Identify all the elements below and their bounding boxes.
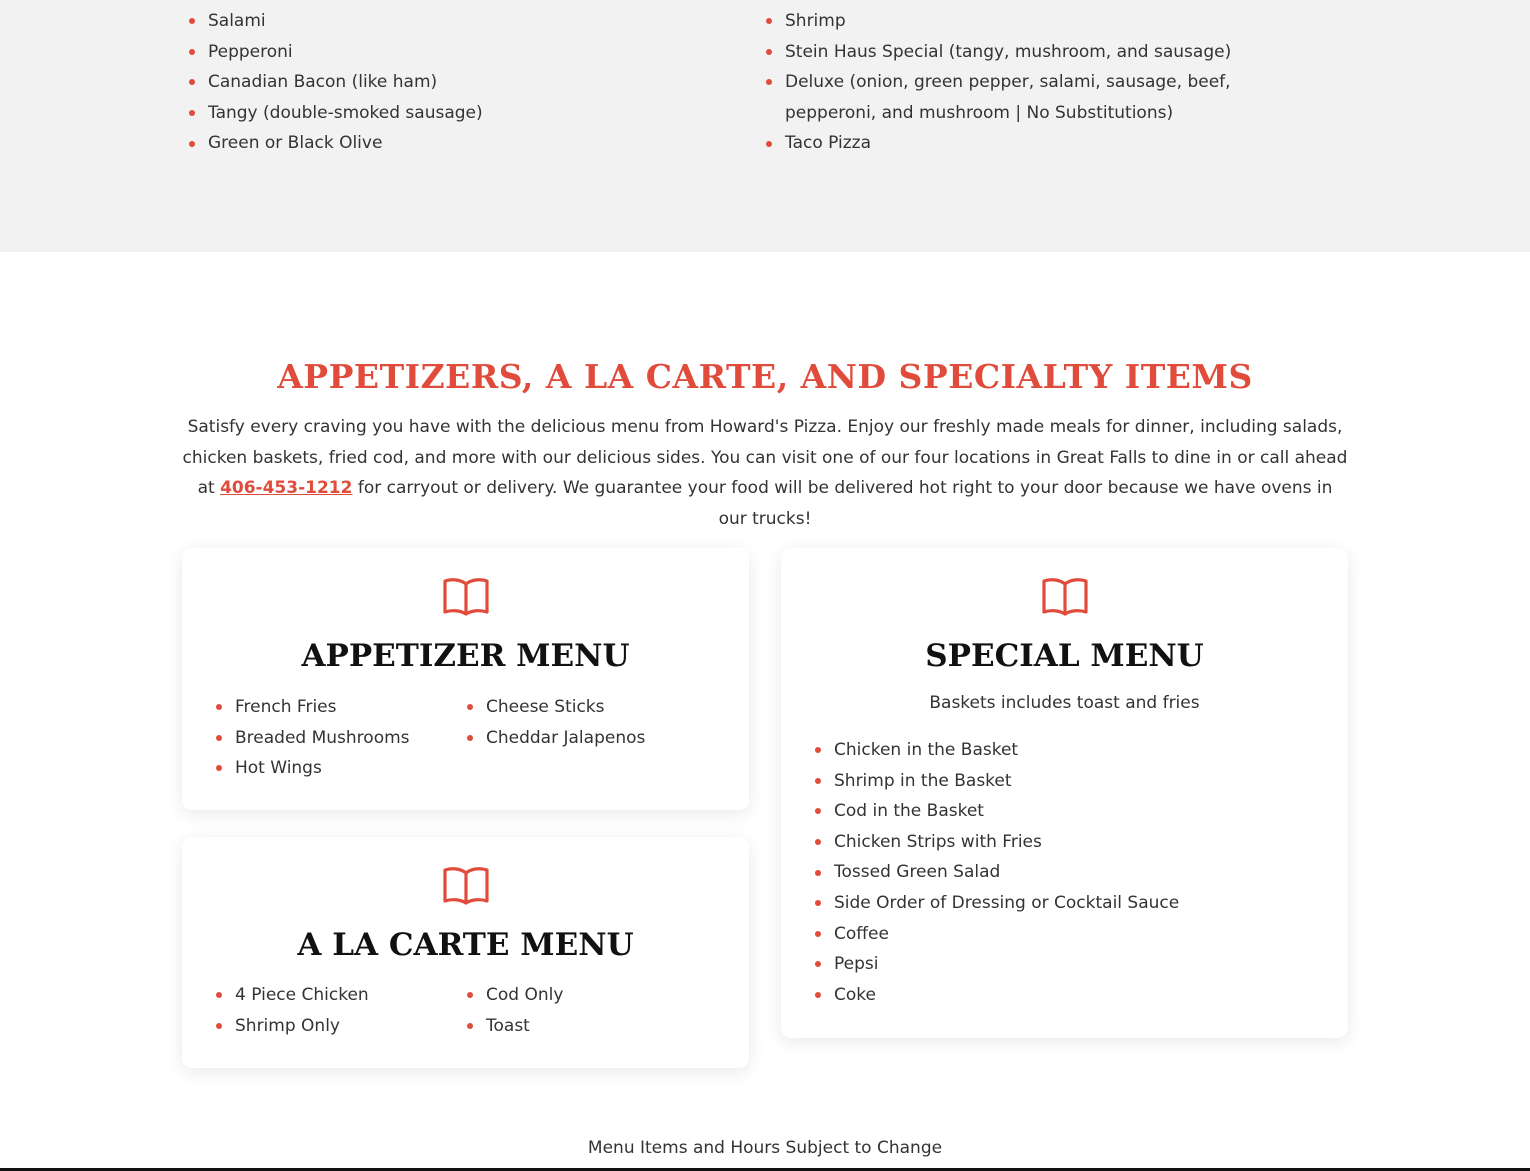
list-item: Cheese Sticks — [460, 692, 711, 723]
section-title: APPETIZERS, A LA CARTE, AND SPECIALTY ITEMS — [277, 357, 1253, 396]
list-item: Coke — [808, 980, 1328, 1011]
list-item: French Fries — [209, 692, 460, 723]
open-book-icon — [1041, 576, 1089, 616]
list-item: Green or Black Olive — [182, 128, 742, 159]
a-la-carte-col-1 — [209, 980, 460, 1041]
section-intro — [182, 412, 1348, 534]
a-la-carte-menu-card — [182, 837, 749, 1068]
list-item: Tangy (double-smoked sausage) — [182, 98, 742, 129]
special-menu-title: SPECIAL MENU — [925, 638, 1204, 674]
intro-text-after: for carryout or delivery. We guarantee your food will be delivered hot right to your door because we have ovens in our trucks! — [352, 478, 1333, 529]
appetizer-menu-card — [182, 548, 749, 810]
appetizer-col-2 — [460, 692, 711, 784]
list-item: Canadian Bacon (like ham) — [182, 67, 742, 98]
list-item: Chicken in the Basket — [808, 735, 1328, 766]
toppings-section — [0, 0, 1530, 252]
list-item: Breaded Mushrooms — [209, 723, 460, 754]
open-book-icon — [442, 865, 490, 905]
list-item: Shrimp in the Basket — [808, 766, 1328, 797]
footer-note: Menu Items and Hours Subject to Change — [587, 1138, 943, 1158]
list-item: Cheddar Jalapenos — [460, 723, 711, 754]
list-item: Taco Pizza — [759, 128, 1319, 159]
list-item: Shrimp — [759, 6, 1319, 37]
list-item: 4 Piece Chicken — [209, 980, 460, 1011]
open-book-icon — [442, 576, 490, 616]
list-item: Shrimp Only — [209, 1011, 460, 1042]
a-la-carte-menu-list — [209, 980, 729, 1041]
special-menu-subtitle: Baskets includes toast and fries — [929, 693, 1200, 713]
list-item: Pepperoni — [182, 37, 742, 68]
list-item: Pepsi — [808, 949, 1328, 980]
intro-text-before: Satisfy every craving you have with the delicious menu from Howard's Pizza. Enjoy our freshly made meals for dinner, including salads, chicken baskets, fried cod, and more with our delicious sides. You can visit one of our four locations in Great Falls to dine in or call ahead at — [182, 417, 1348, 499]
appetizer-menu-title: APPETIZER MENU — [301, 638, 630, 674]
phone-link[interactable]: 406-453-1212 — [220, 478, 353, 499]
list-item: Chicken Strips with Fries — [808, 827, 1328, 858]
list-item: Side Order of Dressing or Cocktail Sauce — [808, 888, 1328, 919]
list-item: Cod Only — [460, 980, 711, 1011]
list-item: Toast — [460, 1011, 711, 1042]
list-item: Hot Wings — [209, 753, 460, 784]
list-item: Stein Haus Special (tangy, mushroom, and sausage) — [759, 37, 1319, 68]
special-menu-card — [781, 548, 1348, 1038]
special-menu-list — [808, 735, 1328, 1010]
a-la-carte-menu-title: A LA CARTE MENU — [297, 927, 634, 963]
appetizer-col-1 — [209, 692, 460, 784]
list-item: Cod in the Basket — [808, 796, 1328, 827]
appetizer-menu-list — [209, 692, 729, 784]
toppings-list-left — [182, 6, 742, 159]
a-la-carte-col-2 — [460, 980, 711, 1041]
list-item: Salami — [182, 6, 742, 37]
toppings-list-right — [759, 6, 1319, 159]
list-item: Deluxe (onion, green pepper, salami, sausage, beef, pepperoni, and mushroom | No Substitutions) — [759, 67, 1319, 128]
list-item: Coffee — [808, 919, 1328, 950]
list-item: Tossed Green Salad — [808, 857, 1328, 888]
